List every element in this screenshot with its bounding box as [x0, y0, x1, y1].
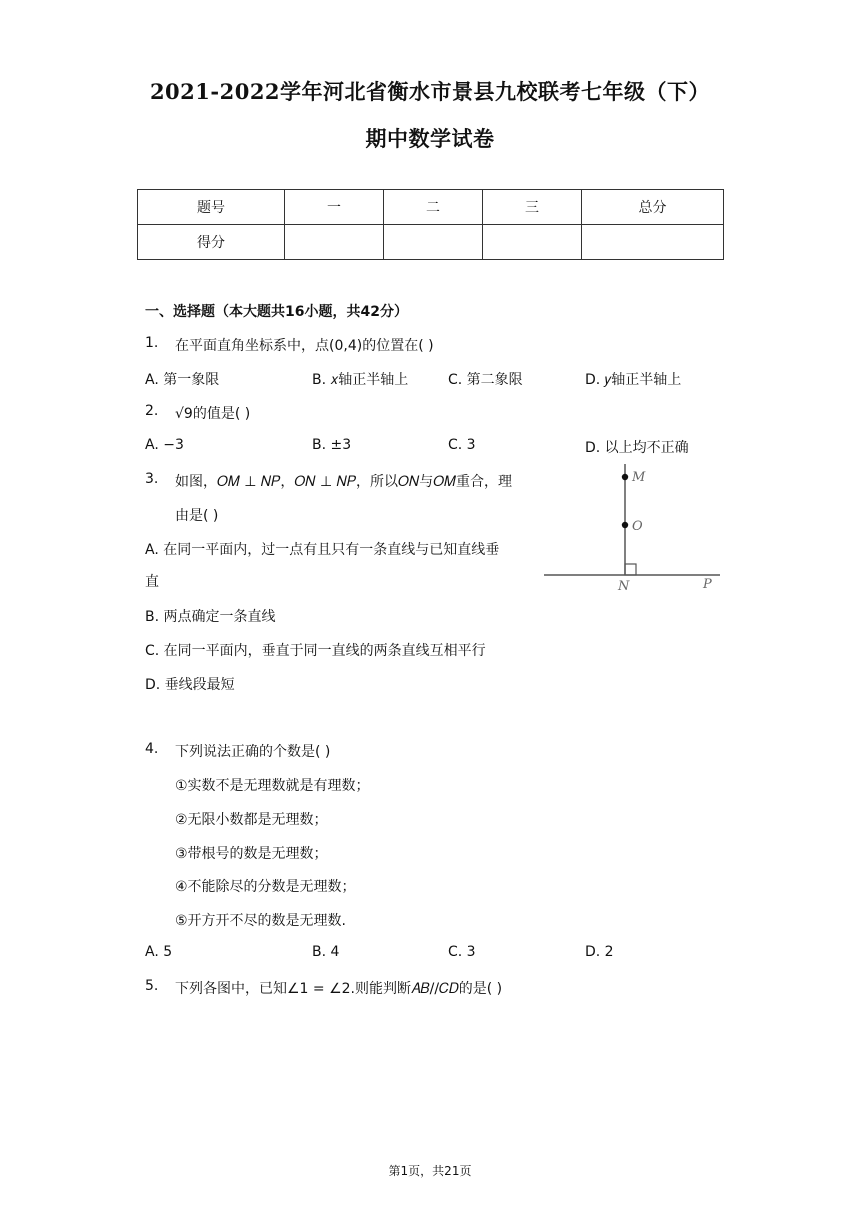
score-table-cell: 总分	[582, 190, 724, 225]
score-table-header-row	[138, 190, 724, 225]
question-stem-continued: 由是( )	[175, 508, 219, 524]
option-c: C. 3	[448, 437, 476, 453]
statement-item: ③带根号的数是无理数；	[175, 846, 328, 862]
option-a: A. −3	[145, 437, 184, 453]
question-number: 4.	[145, 741, 159, 757]
option-a: A. 5	[145, 944, 173, 960]
statement-item: ①实数不是无理数就是有理数；	[175, 778, 370, 794]
question-stem: 在平面直角坐标系中，点(0,4)的位置在( )	[175, 338, 434, 354]
statement-item: ⑤开方开不尽的数是无理数.	[175, 913, 347, 929]
score-cell	[285, 225, 384, 260]
option-b: B. 𝑥轴正半轴上	[312, 372, 409, 388]
right-angle-mark	[625, 564, 636, 575]
option-c: C. 第二象限	[448, 372, 523, 388]
point-m	[622, 474, 628, 480]
question-number: 1.	[145, 335, 159, 351]
option-b: B. 4	[312, 944, 340, 960]
score-table-cell: 三	[483, 190, 582, 225]
question-stem: √9的值是( )	[175, 406, 251, 422]
label-o: O	[632, 519, 643, 534]
score-table-cell: 二	[384, 190, 483, 225]
option-b: B. ±3	[312, 437, 352, 453]
exam-title-line2: 期中数学试卷	[365, 126, 495, 151]
question-stem: 下列各图中，已知∠1 = ∠2.则能判断𝐴𝐵//𝐶𝐷的是( )	[175, 981, 503, 997]
label-p: P	[703, 577, 712, 592]
label-m: M	[632, 470, 646, 485]
question-number: 3.	[145, 471, 159, 487]
page-footer: 第1页，共21页	[388, 1164, 472, 1178]
option-a: A. 在同一平面内，过一点有且只有一条直线与已知直线垂	[145, 542, 500, 558]
perpendicular-figure	[540, 458, 730, 598]
question-number: 2.	[145, 403, 159, 419]
statement-item: ②无限小数都是无理数；	[175, 812, 328, 828]
question-stem: 如图，𝑂𝑀 ⊥ 𝑁𝑃，𝑂𝑁 ⊥ 𝑁𝑃，所以𝑂𝑁与𝑂𝑀重合，理	[175, 474, 513, 490]
point-o	[622, 522, 628, 528]
option-d: D. 以上均不正确	[585, 440, 689, 456]
score-table-row-label: 得分	[138, 225, 285, 260]
option-a-continued: 直	[145, 574, 159, 590]
score-table-cell: 题号	[138, 190, 285, 225]
option-c: C. 3	[448, 944, 476, 960]
option-d: D. 2	[585, 944, 614, 960]
exam-title-line1: 2021-2022学年河北省衡水市景县九校联考七年级（下）	[149, 79, 711, 104]
score-cell	[582, 225, 724, 260]
score-table	[137, 189, 724, 260]
section-heading: 一、选择题（本大题共16小题，共42分）	[145, 304, 408, 320]
label-n: N	[618, 579, 630, 594]
question-number: 5.	[145, 978, 159, 994]
option-c: C. 在同一平面内，垂直于同一直线的两条直线互相平行	[145, 643, 486, 659]
question-stem: 下列说法正确的个数是( )	[175, 744, 331, 760]
option-a: A. 第一象限	[145, 372, 220, 388]
score-table-score-row	[138, 225, 724, 260]
option-d: D. 𝑦轴正半轴上	[585, 372, 682, 388]
score-cell	[483, 225, 582, 260]
score-table-cell: 一	[285, 190, 384, 225]
option-b: B. 两点确定一条直线	[145, 609, 276, 625]
option-d: D. 垂线段最短	[145, 677, 235, 693]
score-cell	[384, 225, 483, 260]
statement-item: ④不能除尽的分数是无理数；	[175, 879, 356, 895]
